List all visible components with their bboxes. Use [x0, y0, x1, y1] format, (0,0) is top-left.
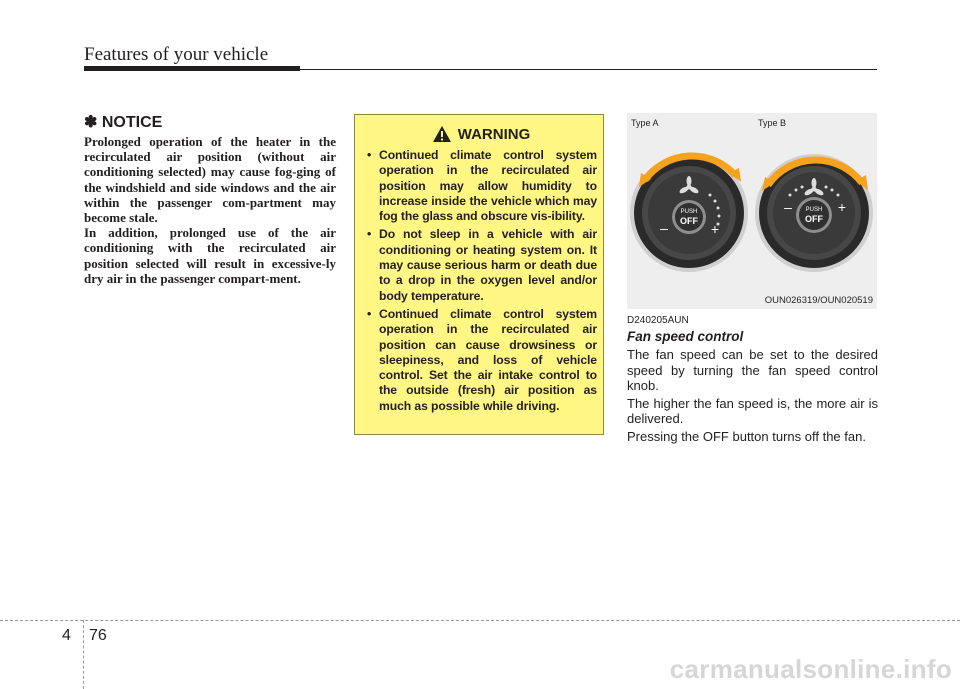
page-number: 76 — [89, 627, 107, 644]
warning-item: • Continued climate control system operation in the recirculated air position can cause drowsiness or sleepiness, and loss of vehicle control. Set the air intake control to the outside (fresh) air position as much as possible while driving. — [365, 307, 597, 414]
warning-triangle-icon — [432, 125, 452, 143]
knob-minus-label: – — [784, 199, 792, 215]
section-paragraph-1: The fan speed can be set to the desired speed by turning the fan speed control knob. — [627, 347, 878, 393]
figure-label-type-a: Type A — [631, 118, 659, 128]
warning-box — [354, 114, 604, 435]
section-title: Fan speed control — [627, 329, 744, 344]
warning-item: • Do not sleep in a vehicle with air conditioning or heating system on. It may cause serious harm or death due to a drop in the oxygen level and/or body temperature. — [365, 227, 597, 303]
notice-paragraph-2: In addition, prolonged use of the air conditioning with the recirculated air position selected will result in excessive-ly dry air in the passenger compart-ment. — [84, 225, 336, 286]
chapter-number: 4 — [62, 627, 71, 644]
fan-knob-figure — [627, 113, 877, 309]
figure-label-type-b: Type B — [758, 118, 787, 128]
warning-item: • Continued climate control system operation in the recirculated air position may allow humidity to increase inside the vehicle which may fog the glass and obscure vis-ibility. — [365, 148, 597, 224]
notice-paragraph-1: Prolonged operation of the heater in the recirculated air position (without air conditioning selected) may cause fog-ging of the windshield and side windows and the air within the passenger com-partment may become stale. — [84, 134, 336, 226]
knob-off-label: OFF — [805, 214, 823, 224]
notice-title — [84, 112, 336, 132]
knob-push-label: PUSH — [680, 209, 698, 215]
header-rule-thick — [84, 66, 300, 71]
fan-knob-type-b — [752, 135, 877, 285]
warning-header — [365, 125, 597, 143]
knob-push-label: PUSH — [805, 207, 823, 213]
section-paragraph-2: The higher the fan speed is, the more air is delivered. — [627, 395, 878, 426]
footer-rule-horizontal — [0, 620, 960, 621]
fan-knob-type-a — [627, 135, 752, 285]
warning-title: WARNING — [457, 125, 531, 143]
figure-image-code: OUN026319/OUN020519 — [764, 295, 873, 306]
page-header-title: Features of your vehicle — [84, 44, 269, 65]
notice-symbol-icon: ✽ — [84, 114, 98, 131]
warning-list — [365, 148, 597, 414]
knob-minus-label: – — [660, 220, 668, 236]
knob-plus-label: + — [837, 199, 847, 215]
section-code: D240205AUN — [627, 315, 689, 326]
watermark: carmanualsonline.info — [669, 654, 952, 684]
footer-rule-vertical — [83, 620, 84, 689]
section-paragraph-3: Pressing the OFF button turns off the fan. — [627, 428, 866, 444]
section-body — [627, 347, 878, 446]
knob-off-label: OFF — [680, 216, 698, 226]
knob-plus-label: + — [710, 221, 720, 237]
notice-title-text: NOTICE — [101, 114, 163, 131]
notice-block — [84, 112, 336, 286]
header-rule-thin — [300, 69, 877, 70]
